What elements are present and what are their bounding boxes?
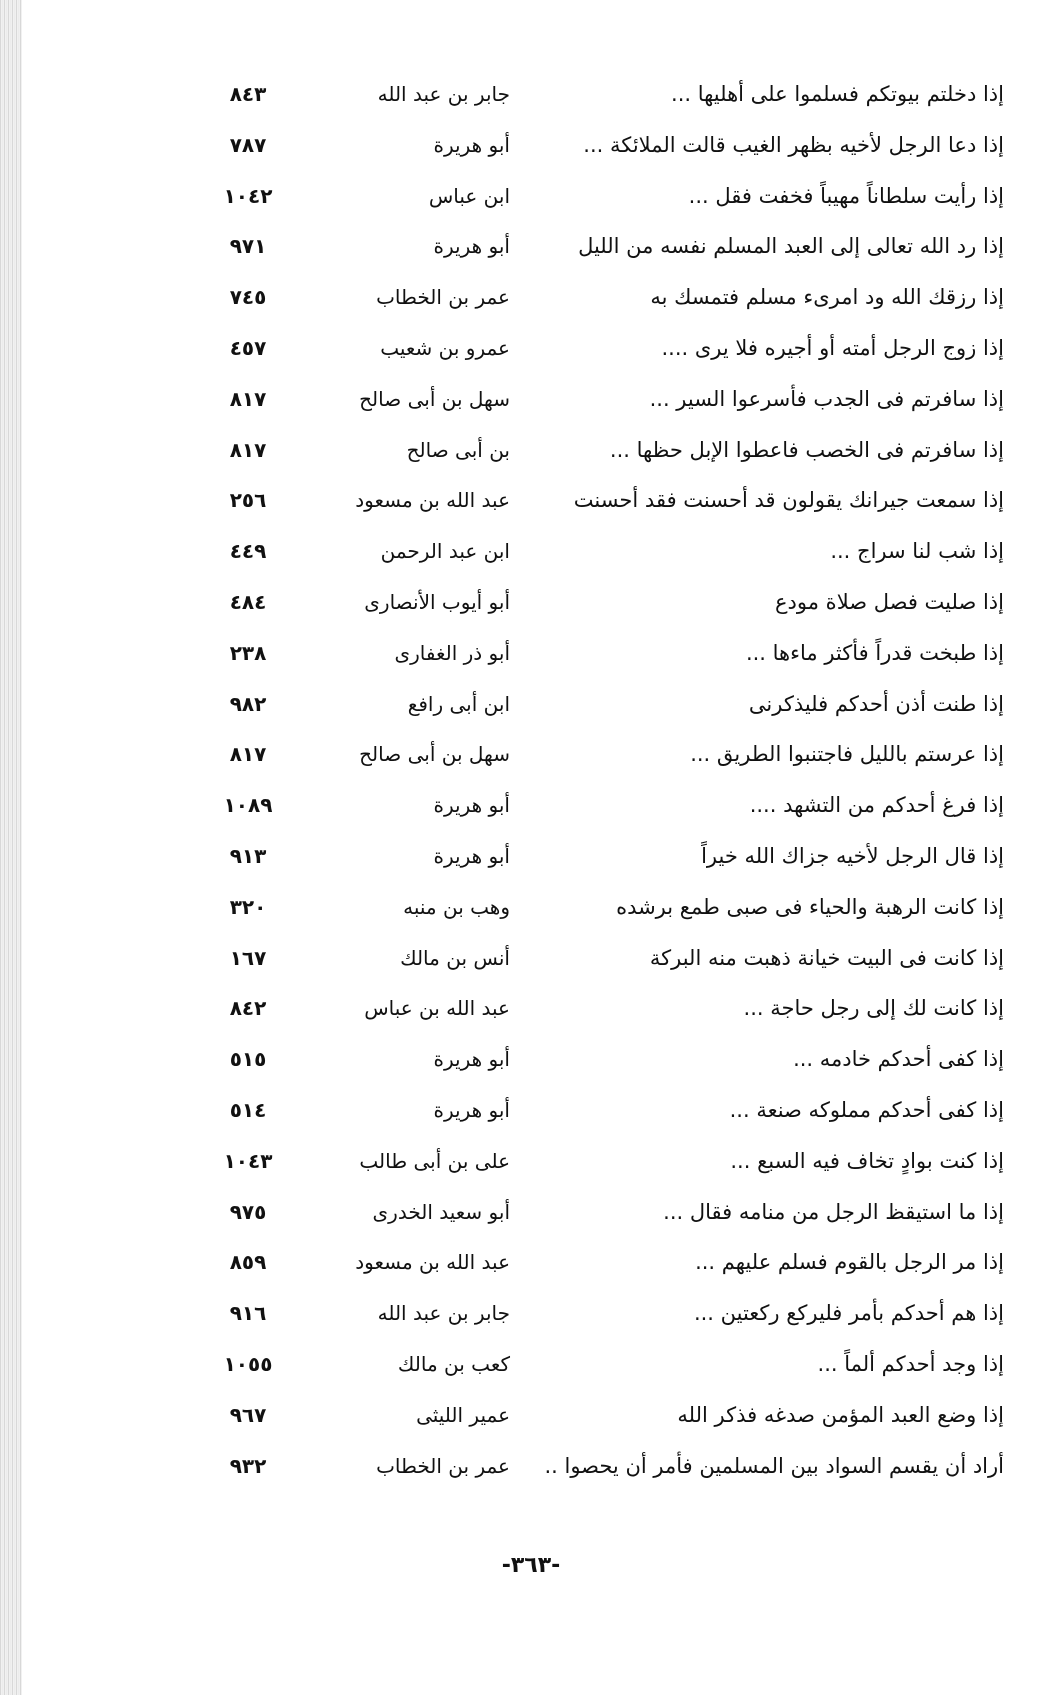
narrator-name: أبو هريرة (433, 234, 510, 259)
reference-number: ٨٥٩ (229, 1250, 267, 1275)
index-entry (0, 1393, 1062, 1444)
reference-number: ٨٤٣ (229, 82, 267, 106)
narrator-name: أنس بن مالك (400, 945, 510, 970)
hadith-text: إذا صليت فصل صلاة مودع (775, 589, 1004, 614)
narrator-name: عمر بن الخطاب (376, 1453, 510, 1478)
reference-number: ٣٢٠ (229, 894, 267, 919)
index-entry (0, 682, 1062, 733)
index-entry (0, 732, 1062, 783)
reference-number: ٩١٣ (229, 843, 267, 868)
narrator-name: أبو هريرة (433, 132, 510, 157)
narrator-name: ابن عبد الرحمن (380, 539, 510, 564)
hadith-text: إذا طنت أذن أحدكم فليذكرنى (748, 691, 1004, 716)
narrator-name: أبو هريرة (433, 793, 510, 818)
index-entry (0, 275, 1062, 326)
narrator-name: عبد الله بن عباس (364, 996, 510, 1021)
narrator-name: ابن أبى رافع (407, 691, 510, 716)
narrator-name: سهل بن أبى صالح (359, 386, 510, 411)
hadith-text: إذا قال الرجل لأخيه جزاك الله خيراً (701, 843, 1004, 868)
reference-number: ٨٤٢ (229, 996, 267, 1021)
narrator-name: عمرو بن شعيب (380, 335, 510, 360)
hadith-text: إذا عرستم بالليل فاجتنبوا الطريق ... (690, 742, 1004, 767)
narrator-name: جابر بن عبد الله (377, 1301, 510, 1326)
index-entry (0, 428, 1062, 479)
index-entry (0, 123, 1062, 174)
index-entry (0, 631, 1062, 682)
reference-number: ٤٥٧ (229, 335, 267, 360)
hadith-text: إذا كنت بوادٍ تخاف فيه السبع ... (730, 1148, 1004, 1173)
page-number: -٣٦٣- (501, 1553, 561, 1578)
narrator-name: سهل بن أبى صالح (359, 742, 510, 767)
index-entry (0, 224, 1062, 275)
hadith-text: إذا رزقك الله ود امرىء مسلم فتمسك به (650, 285, 1004, 310)
index-entry (0, 1342, 1062, 1393)
reference-number: ٥١٤ (229, 1097, 267, 1122)
reference-number: ١٠٥٥ (223, 1351, 273, 1376)
hadith-text: إذا هم أحدكم بأمر فليركع ركعتين ... (693, 1301, 1004, 1326)
index-entry (0, 478, 1062, 529)
index-entry (0, 936, 1062, 987)
hadith-text: إذا كفى أحدكم خادمه ... (793, 1047, 1004, 1072)
hadith-text: إذا كفى أحدكم مملوكه صنعة ... (729, 1097, 1004, 1122)
reference-number: ٢٥٦ (229, 488, 267, 513)
reference-number: ٥١٥ (229, 1047, 267, 1072)
hadith-text: إذا زوج الرجل أمته أو أجيره فلا يرى .... (661, 335, 1004, 360)
index-entry (0, 72, 1062, 123)
index-entry (0, 580, 1062, 631)
index-entry (0, 986, 1062, 1037)
narrator-name: عمير الليثى (416, 1402, 510, 1427)
hadith-text: إذا دعا الرجل لأخيه بظهر الغيب قالت الملائكة ... (583, 132, 1004, 157)
index-entry (0, 377, 1062, 428)
reference-number: ٨١٧ (229, 386, 267, 411)
reference-number: ١٦٧ (229, 945, 267, 970)
reference-number: ٤٤٩ (229, 539, 267, 564)
hadith-text: إذا مر الرجل بالقوم فسلم عليهم ... (695, 1250, 1004, 1275)
narrator-name: أبو سعيد الخدرى (372, 1199, 510, 1224)
narrator-name: أبو هريرة (433, 1097, 510, 1122)
narrator-name: عبد الله بن مسعود (355, 1250, 510, 1275)
reference-number: ١٠٨٩ (223, 793, 273, 818)
reference-number: ٤٨٤ (229, 589, 267, 614)
hadith-text: إذا كانت الرهبة والحياء فى صبى طمع برشده (616, 894, 1004, 919)
reference-number: ٩٦٧ (229, 1402, 267, 1427)
narrator-name: عبد الله بن مسعود (355, 488, 510, 513)
reference-number: ٨١٧ (229, 742, 267, 767)
hadith-text: إذا كانت لك إلى رجل حاجة ... (743, 996, 1004, 1021)
hadith-text: إذا وجد أحدكم ألماً ... (817, 1351, 1004, 1376)
hadith-text: إذا رد الله تعالى إلى العبد المسلم نفسه من الليل (578, 234, 1004, 259)
index-entry (0, 885, 1062, 936)
hadith-index-list (0, 72, 1062, 1494)
narrator-name: أبو هريرة (433, 843, 510, 868)
narrator-name: أبو ذر الغفارى (394, 640, 510, 665)
narrator-name: كعب بن مالك (397, 1351, 510, 1376)
hadith-text: إذا فرغ أحدكم من التشهد .... (749, 793, 1004, 818)
reference-number: ٩١٦ (229, 1301, 267, 1326)
narrator-name: بن أبى صالح (406, 437, 510, 462)
reference-number: ٩٨٢ (229, 691, 267, 716)
reference-number: ١٠٤٣ (223, 1148, 273, 1173)
hadith-text: إذا كانت فى البيت خيانة ذهبت منه البركة (649, 945, 1004, 970)
hadith-text: إذا طبخت قدراً فأكثر ماءها ... (745, 640, 1004, 665)
hadith-text: إذا رأيت سلطاناً مهيباً فخفت فقل ... (688, 183, 1004, 208)
hadith-text: إذا دخلتم بيوتكم فسلموا على أهليها ... (671, 82, 1004, 106)
narrator-name: وهب بن منبه (403, 894, 510, 919)
narrator-name: أبو أيوب الأنصارى (364, 589, 510, 614)
reference-number: ٧٤٥ (229, 285, 267, 310)
hadith-text: إذا سافرتم فى الجدب فأسرعوا السير ... (649, 386, 1004, 411)
reference-number: ٢٣٨ (229, 640, 267, 665)
index-entry (0, 1190, 1062, 1241)
reference-number: ٩٧١ (229, 234, 267, 259)
index-entry (0, 834, 1062, 885)
reference-number: ٧٨٧ (229, 132, 267, 157)
reference-number: ١٠٤٢ (223, 183, 273, 208)
index-entry (0, 1291, 1062, 1342)
index-entry (0, 1444, 1062, 1495)
index-entry (0, 1240, 1062, 1291)
narrator-name: ابن عباس (428, 183, 510, 208)
index-entry (0, 326, 1062, 377)
hadith-text: إذا شب لنا سراج ... (830, 539, 1004, 564)
index-entry (0, 1037, 1062, 1088)
index-entry (0, 1139, 1062, 1190)
narrator-name: عمر بن الخطاب (376, 285, 510, 310)
index-entry (0, 174, 1062, 225)
narrator-name: جابر بن عبد الله (377, 82, 510, 106)
index-entry (0, 1088, 1062, 1139)
index-entry (0, 529, 1062, 580)
reference-number: ٨١٧ (229, 437, 267, 462)
hadith-text: إذا سمعت جيرانك يقولون قد أحسنت فقد أحسنت (573, 488, 1004, 513)
hadith-text: إذا ما استيقظ الرجل من منامه فقال ... (663, 1199, 1004, 1224)
index-entry (0, 783, 1062, 834)
hadith-text: إذا سافرتم فى الخصب فاعطوا الإبل حظها ... (609, 437, 1004, 462)
hadith-text: أراد أن يقسم السواد بين المسلمين فأمر أن يحصوا .. (544, 1453, 1004, 1478)
reference-number: ٩٧٥ (229, 1199, 267, 1224)
narrator-name: على بن أبى طالب (359, 1148, 510, 1173)
narrator-name: أبو هريرة (433, 1047, 510, 1072)
hadith-text: إذا وضع العبد المؤمن صدغه فذكر الله (677, 1402, 1004, 1427)
reference-number: ٩٣٢ (229, 1453, 267, 1478)
